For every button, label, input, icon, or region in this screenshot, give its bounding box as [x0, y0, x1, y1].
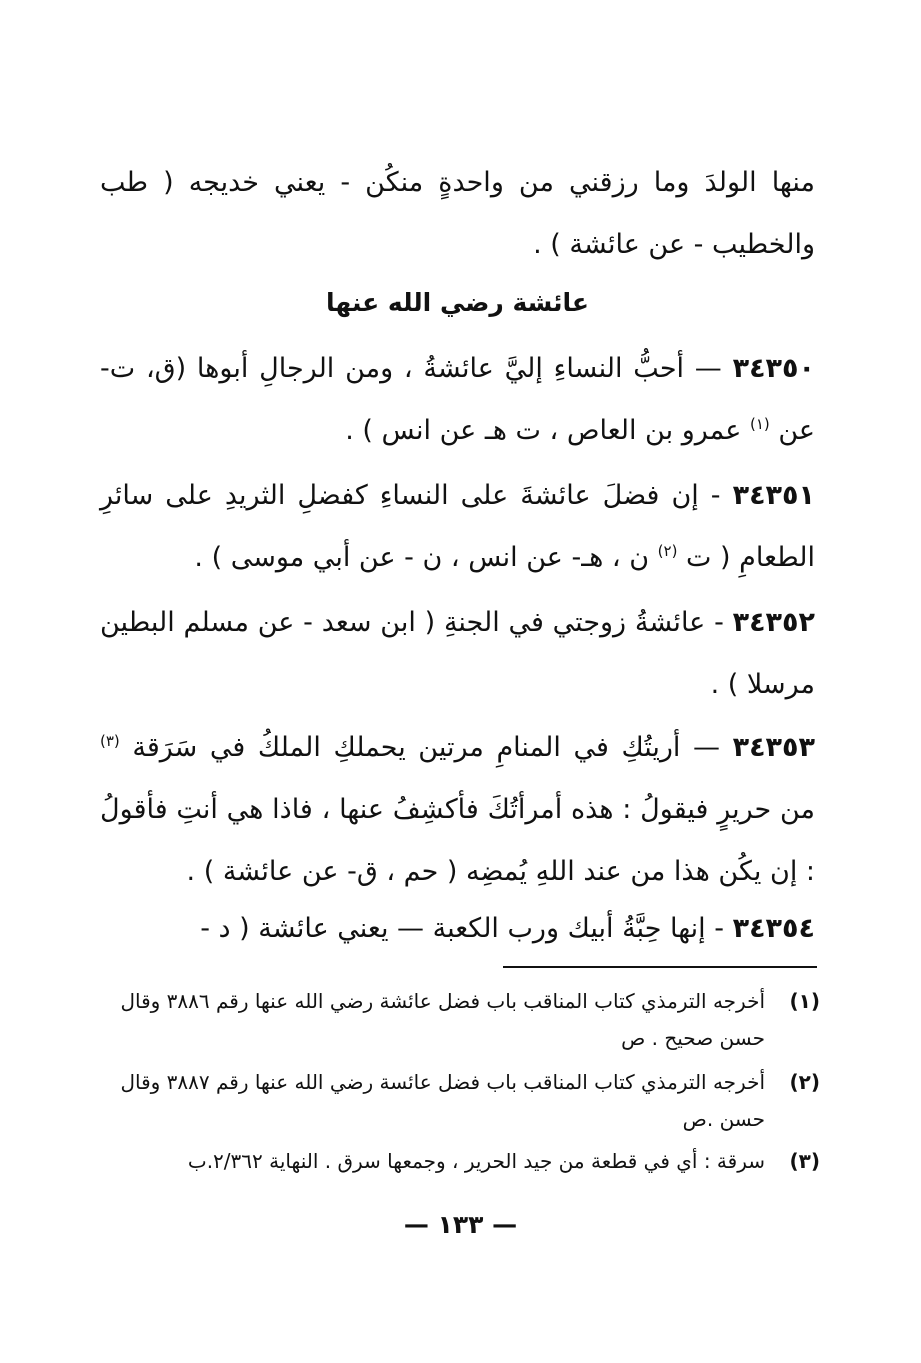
- hadith-number: ٣٤٣٥٢: [732, 607, 815, 638]
- hadith-text-cont: عمرو بن العاص ، ت هـ عن انس ) .: [345, 415, 742, 446]
- hadith-text: — أحبُّ النساءِ إليَّ عائشةُ ، ومن الرجالِ أبوها (ق، ت- عن: [100, 353, 815, 446]
- hadith-34351: [100, 465, 815, 589]
- footnote-number: (٣): [789, 1149, 820, 1173]
- hadith-text: — أريتُكِ في المنامِ مرتين يحملكِ الملكُ في سَرَقة: [132, 732, 720, 763]
- hadith-number: ٣٤٣٥٠: [732, 353, 815, 384]
- hadith-34353: [100, 717, 815, 903]
- footnote-2: [100, 1064, 820, 1138]
- continuation-text: منها الولدَ وما رزقني من واحدةٍ منكُن - يعني خديجه ( طب والخطيب - عن عائشة ) .: [100, 167, 815, 260]
- footnote-ref: (٣): [100, 732, 120, 750]
- footnote-3: [100, 1143, 820, 1180]
- footnote-text: أخرجه الترمذي كتاب المناقب باب فضل عائشة رضي الله عنها رقم ٣٨٨٦ وقال حسن صحيح . ص: [120, 989, 765, 1050]
- hadith-text: - عائشةُ زوجتي في الجنةِ ( ابن سعد - عن مسلم البطين مرسلا ) .: [100, 607, 815, 700]
- hadith-34352: [100, 592, 815, 716]
- continuation-paragraph: [100, 152, 815, 276]
- footnote-number: (٢): [789, 1070, 820, 1094]
- footnote-text: أخرجه الترمذي كتاب المناقب باب فضل عائسة رضي الله عنها رقم ٣٨٨٧ وقال حسن .ص: [120, 1070, 765, 1131]
- footnote-text: سرقة : أي في قطعة من جيد الحرير ، وجمعها سرق . النهاية ٢/٣٦٢.ب: [187, 1149, 765, 1173]
- hadith-text-cont: ن ، هـ- عن انس ، ن - عن أبي موسى ) .: [194, 542, 650, 573]
- hadith-34350: [100, 338, 815, 462]
- hadith-text: - إن فضلَ عائشةَ على النساءِ كفضلِ الثريدِ على سائرِ الطعامِ ( ت: [100, 480, 815, 573]
- page-number: — ١٣٣ —: [403, 1210, 518, 1239]
- footnote-ref: (١): [749, 415, 770, 433]
- hadith-text: - إنها حِبَّةُ أبيك ورب الكعبة — يعني عائشة ( د -: [200, 913, 724, 944]
- hadith-number: ٣٤٣٥٣: [732, 732, 815, 763]
- footnote-divider: [503, 966, 817, 968]
- footnote-1: [100, 983, 820, 1057]
- section-heading: عائشة رضي الله عنها: [326, 288, 589, 317]
- footnote-number: (١): [789, 989, 820, 1013]
- hadith-34354: [100, 898, 815, 960]
- hadith-text-cont: من حريرٍ فيقولُ : هذه أمرأتُكَ فأكشِفُ عنها ، فاذا هي أنتِ فأقولُ : إن يكُن هذا من عند اللهِ يُمضِه ( حم ، ق- عن عائشة ) .: [100, 794, 815, 887]
- hadith-number: ٣٤٣٥٤: [732, 913, 815, 944]
- hadith-number: ٣٤٣٥١: [732, 480, 815, 511]
- footnote-ref: (٢): [657, 542, 678, 560]
